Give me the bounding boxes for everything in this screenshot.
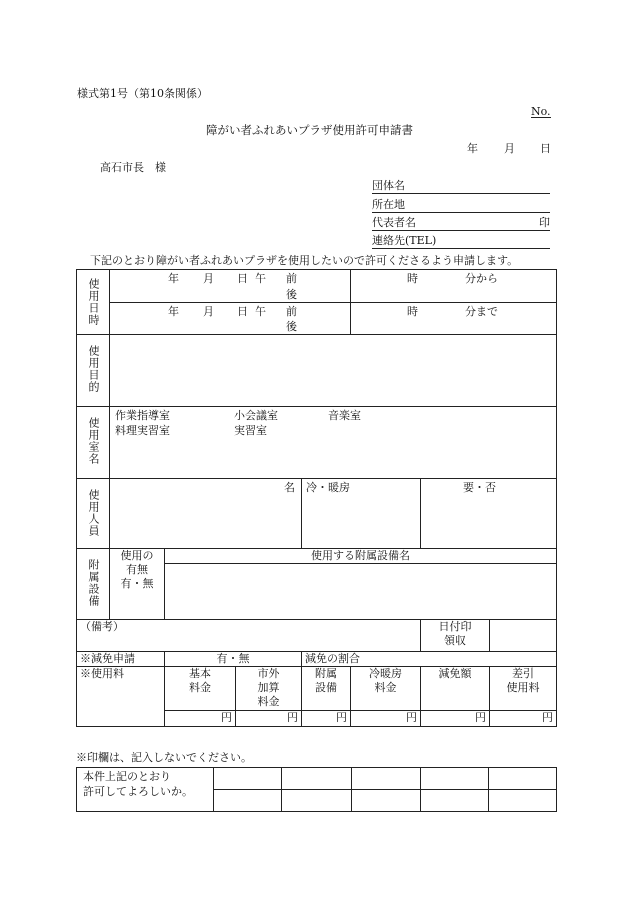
seal-mark: 印 (539, 216, 550, 229)
approval-stamp-box[interactable] (489, 790, 557, 812)
fee-net-amount[interactable]: 円 (490, 711, 557, 727)
end-date-cell[interactable]: 年 月 日 午 前 後 (110, 303, 351, 335)
approval-stamp-box[interactable] (352, 790, 421, 812)
fee-equipment-amount[interactable]: 円 (302, 711, 351, 727)
equipment-presence-cell[interactable]: 使用の 有無 有・無 (110, 549, 165, 620)
approval-stamp-box[interactable] (214, 790, 282, 812)
fee-label: ※使用料 (77, 667, 165, 727)
usage-datetime-label: 使用日時 (77, 270, 110, 335)
fee-equipment-header: 附属 設備 (302, 667, 351, 711)
room-option[interactable]: 実習室 (234, 424, 267, 437)
fee-basic-header: 基本 料金 (165, 667, 236, 711)
equipment-list-input[interactable] (165, 564, 557, 620)
date-year: 年 (467, 142, 478, 155)
office-use-note: ※印欄は、記入しないでください。 (76, 751, 252, 764)
start-date-cell[interactable]: 年 月 日 午 前 後 (110, 270, 351, 303)
rooms-label: 使用室名 (77, 407, 110, 479)
applicant-contact-label: 連絡先(TEL) (372, 234, 437, 247)
fee-reduction-header: 減免額 (421, 667, 490, 711)
application-table (76, 269, 557, 727)
approval-table (76, 767, 557, 812)
date-day: 日 (540, 142, 551, 155)
room-option[interactable]: 料理実習室 (115, 424, 170, 437)
fee-reduction-amount[interactable]: 円 (421, 711, 490, 727)
hvac-yesno-cell[interactable]: 要・否 (421, 479, 557, 549)
approval-stamp-box[interactable] (421, 790, 489, 812)
fee-basic-amount[interactable]: 円 (165, 711, 236, 727)
approval-stamp-box[interactable] (421, 768, 489, 790)
approval-stamp-box[interactable] (489, 768, 557, 790)
approval-stamp-box[interactable] (282, 790, 352, 812)
reduction-label: ※減免申請 (77, 652, 165, 667)
applicant-org[interactable] (372, 180, 550, 194)
form-number: 様式第1号（第10条関係） (77, 87, 208, 100)
room-option[interactable]: 音楽室 (328, 409, 361, 422)
fee-outside-header: 市外 加算 料金 (236, 667, 302, 711)
equipment-list-header: 使用する附属設備名 (165, 549, 557, 564)
stamp-box (490, 620, 557, 652)
reduction-ratio: 減免の割合 (302, 652, 557, 667)
equipment-label: 附属設備 (77, 549, 110, 620)
fee-hvac-header: 冷暖房 料金 (351, 667, 421, 711)
stamp-label: 日付印 領収 (421, 620, 490, 652)
applicant-org-label: 団体名 (372, 179, 405, 192)
people-count-cell[interactable]: 名 (110, 479, 302, 549)
fee-outside-amount[interactable]: 円 (236, 711, 302, 727)
purpose-label: 使用目的 (77, 335, 110, 407)
approval-stamp-box[interactable] (352, 768, 421, 790)
approval-stamp-box[interactable] (214, 768, 282, 790)
applicant-rep[interactable] (372, 217, 550, 231)
end-time-cell[interactable]: 時 分まで (351, 303, 557, 335)
form-title: 障がい者ふれあいプラザ使用許可申請書 (206, 123, 413, 137)
applicant-rep-label: 代表者名 (372, 216, 416, 229)
intro-text: 下記のとおり障がい者ふれあいプラザを使用したいので許可くださるよう申請します。 (90, 254, 519, 267)
number-label: No. (531, 105, 551, 118)
fee-net-header: 差引 使用料 (490, 667, 557, 711)
remarks-cell[interactable]: （備考） (77, 620, 421, 652)
purpose-input[interactable] (110, 335, 557, 407)
fee-hvac-amount[interactable]: 円 (351, 711, 421, 727)
hvac-cell[interactable]: 冷・暖房 (302, 479, 421, 549)
applicant-contact[interactable] (372, 235, 550, 249)
approval-stamp-box[interactable] (282, 768, 352, 790)
room-option[interactable]: 作業指導室 (115, 409, 170, 422)
approval-text: 本件上記のとおり 許可してよろしいか。 (77, 768, 214, 812)
people-label: 使用人員 (77, 479, 110, 549)
date-month: 月 (504, 142, 515, 155)
start-time-cell[interactable]: 時 分から (351, 270, 557, 303)
applicant-address[interactable] (372, 199, 550, 213)
rooms-cell[interactable] (110, 407, 557, 479)
applicant-address-label: 所在地 (372, 198, 405, 211)
reduction-yesno[interactable]: 有・無 (165, 652, 302, 667)
room-option[interactable]: 小会議室 (234, 409, 278, 422)
addressee: 高石市長 様 (100, 161, 166, 174)
